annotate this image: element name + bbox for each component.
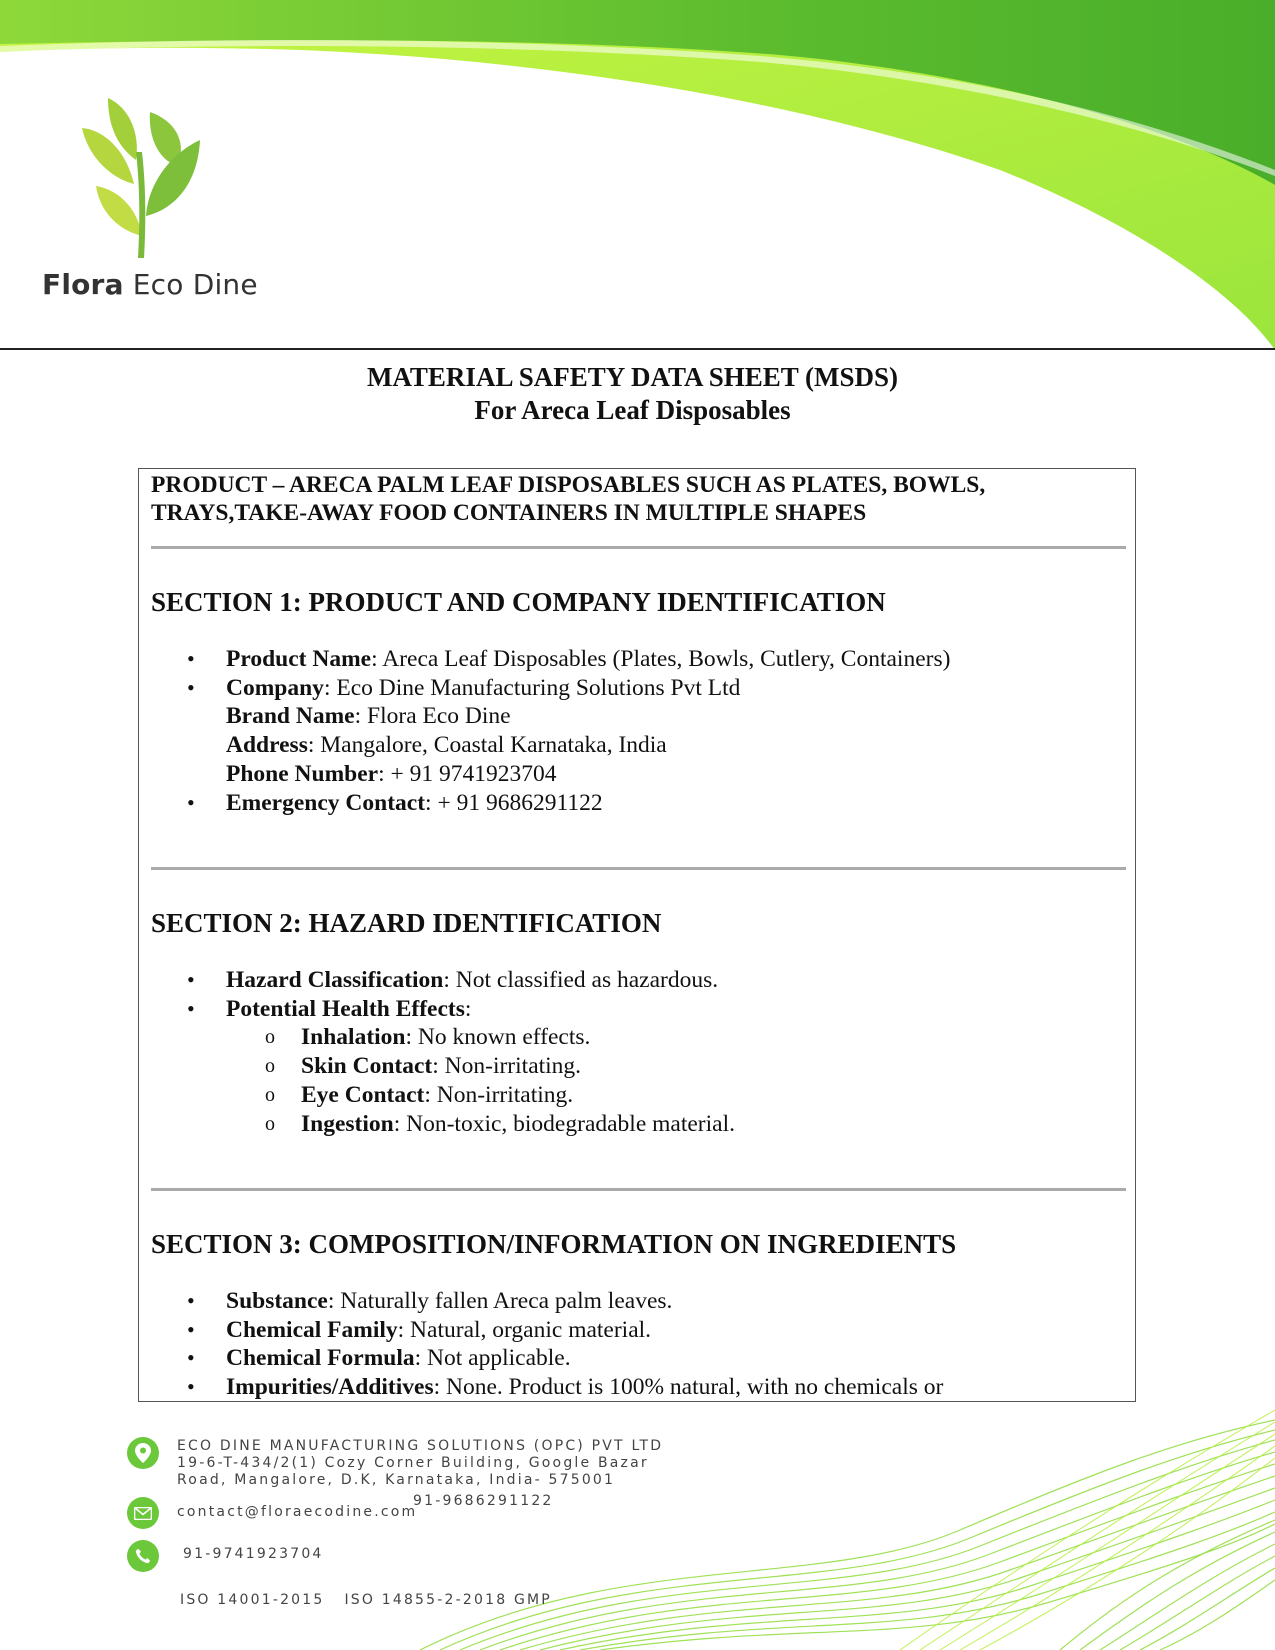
mail-icon	[127, 1497, 159, 1529]
footer-phone-alt: 91-9686291122	[413, 1493, 554, 1509]
sub-list-item: o Eye Contact: Non-irritating.	[139, 1081, 1129, 1110]
footer-certifications: ISO 14001-2015 ISO 14855-2-2018 GMP	[180, 1592, 552, 1608]
footer-address-line2: Road, Mangalore, D.K, Karnataka, India- 575001	[177, 1472, 616, 1488]
footer-email[interactable]: contact@floraecodine.com	[177, 1504, 418, 1520]
sub-list-item: o Ingestion: Non-toxic, biodegradable material.	[139, 1110, 1129, 1139]
list-item: • Hazard Classification: Not classified as hazardous.	[139, 966, 1129, 995]
list-item: • Potential Health Effects:	[139, 995, 1129, 1024]
list-item: • Impurities/Additives: None. Product is 100% natural, with no chemicals or	[139, 1373, 1129, 1402]
section3-heading: SECTION 3: COMPOSITION/INFORMATION ON INGREDIENTS	[151, 1229, 957, 1259]
location-pin-icon	[127, 1437, 159, 1469]
brand-name: Flora Eco Dine	[42, 268, 258, 301]
list-item: • Emergency Contact: + 91 9686291122	[139, 789, 1129, 818]
list-item: • Product Name: Areca Leaf Disposables (Plates, Bowls, Cutlery, Containers)	[139, 645, 1129, 674]
sub-list-item: o Skin Contact: Non-irritating.	[139, 1052, 1129, 1081]
msds-content-box	[138, 468, 1136, 1402]
product-description: PRODUCT – ARECA PALM LEAF DISPOSABLES SUCH AS PLATES, BOWLS, TRAYS,TAKE-AWAY FOOD CONTAINERS IN MULTIPLE SHAPES	[151, 472, 986, 526]
list-item: Address: Mangalore, Coastal Karnataka, India	[226, 732, 667, 759]
document-title: MATERIAL SAFETY DATA SHEET (MSDS)	[366, 362, 899, 392]
section3-list	[139, 1287, 1129, 1402]
section1-heading: SECTION 1: PRODUCT AND COMPANY IDENTIFICATION	[151, 587, 886, 617]
section-divider	[151, 867, 1126, 870]
footer-phone: 91-9741923704	[183, 1546, 324, 1562]
phone-icon	[127, 1540, 159, 1572]
section-divider	[151, 546, 1126, 549]
list-item: Phone Number: + 91 9741923704	[226, 760, 557, 787]
sub-list-item: o Inhalation: No known effects.	[139, 1023, 1129, 1052]
section2-heading: SECTION 2: HAZARD IDENTIFICATION	[151, 908, 662, 938]
section2-list	[139, 966, 1129, 1138]
list-item: • Company: Eco Dine Manufacturing Solutions Pvt Ltd	[139, 674, 1129, 703]
section1-list	[139, 645, 1129, 817]
list-item: • Chemical Family: Natural, organic material.	[139, 1316, 1129, 1345]
section-divider	[151, 1188, 1126, 1191]
footer-company-name: ECO DINE MANUFACTURING SOLUTIONS (OPC) PVT LTD	[177, 1438, 664, 1454]
flora-leaf-logo	[82, 92, 212, 264]
document-subtitle: For Areca Leaf Disposables	[474, 395, 791, 425]
list-item: • Chemical Formula: Not applicable.	[139, 1344, 1129, 1373]
list-item: • Substance: Naturally fallen Areca palm leaves.	[139, 1287, 1129, 1316]
header-divider	[0, 348, 1275, 350]
footer-address-line1: 19-6-T-434/2(1) Cozy Corner Building, Google Bazar	[177, 1455, 649, 1471]
list-item: Brand Name: Flora Eco Dine	[226, 703, 511, 730]
